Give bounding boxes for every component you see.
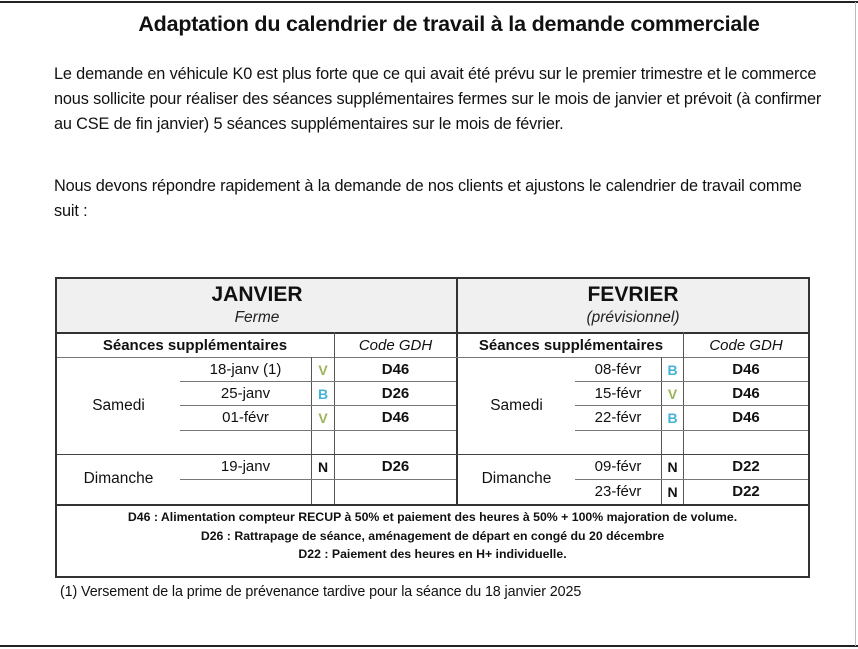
jan-date: 19-janv [220,458,271,475]
jan-letter: V [318,362,328,378]
feb-code: D46 [732,385,760,402]
feb-letter: B [667,410,678,426]
footnote: (1) Versement de la prime de prévenance tardive pour la séance du 18 janvier 2025 [60,584,582,600]
jan-dimanche-label: Dimanche [83,470,154,487]
feb-dimanche-label: Dimanche [481,470,552,487]
jan-sessions-header: Séances supplémentaires [102,337,288,354]
jan-letter: B [317,386,329,402]
feb-date: 23-févr [594,483,642,500]
feb-letter: N [667,484,678,500]
janvier-status: Ferme [234,309,280,326]
fevrier-header [458,279,808,333]
fevrier-title: FEVRIER [587,283,679,306]
jan-date: 18-janv (1) [209,361,282,378]
divider [180,430,456,431]
feb-date: 08-févr [594,361,642,378]
divider [57,504,808,506]
feb-code: D46 [732,361,760,378]
page-top-border [0,1,858,3]
legend-d46: D46 : Alimentation compteur RECUP à 50% et paiement des heures à 50% + 100% majoration de volume. [127,510,738,524]
feb-code: D22 [732,483,760,500]
response-paragraph: Nous devons répondre rapidement à la demande de nos clients et ajustons le calendrier de travail comme suit : [54,177,802,220]
page-right-edge [855,2,856,646]
fevrier-status: (prévisionnel) [586,309,680,326]
jan-code-header: Code GDH [358,337,433,354]
feb-date: 15-févr [594,385,642,402]
feb-sessions-header: Séances supplémentaires [478,337,664,354]
document-title: Adaptation du calendrier de travail à la demande commerciale [138,12,760,36]
schedule-table [55,277,810,578]
jan-date: 01-févr [222,409,269,426]
feb-letter: B [667,362,678,378]
feb-letter: V [667,386,678,402]
page-bottom-border [0,645,858,647]
feb-date: 22-févr [594,409,642,426]
feb-date: 09-févr [594,458,642,475]
janvier-header [57,279,457,333]
feb-samedi-label: Samedi [490,397,543,414]
jan-code: D46 [381,361,410,378]
code-legend [57,508,808,564]
divider [575,430,808,431]
divider [180,479,456,480]
legend-d26: D26 : Rattrapage de séance, aménagement de départ en congé du 20 décembre [200,528,665,543]
jan-letter: N [317,459,329,475]
legend-d22: D22 : Paiement des heures en H+ individuelle. [298,547,567,561]
feb-code: D22 [732,458,760,475]
jan-code: D26 [381,385,410,402]
jan-code: D26 [381,458,410,475]
jan-letter: V [318,410,328,426]
intro-paragraph: Le demande en véhicule K0 est plus forte que ce qui avait été prévu sur le premier trimestre et le commerce nous sollicite pour réaliser des séances supplémentaires fermes sur le mois de janvier et prévoit (à confirmer au CSE de fin janvier) 5 séances supplémentaires sur le mois de février. [54,65,822,133]
feb-code-header: Code GDH [709,337,783,354]
jan-code: D46 [381,409,410,426]
jan-samedi-label: Samedi [92,397,145,414]
jan-date: 25-janv [220,385,271,402]
janvier-title: JANVIER [211,283,303,306]
feb-code: D46 [732,409,760,426]
feb-letter: N [667,459,678,475]
